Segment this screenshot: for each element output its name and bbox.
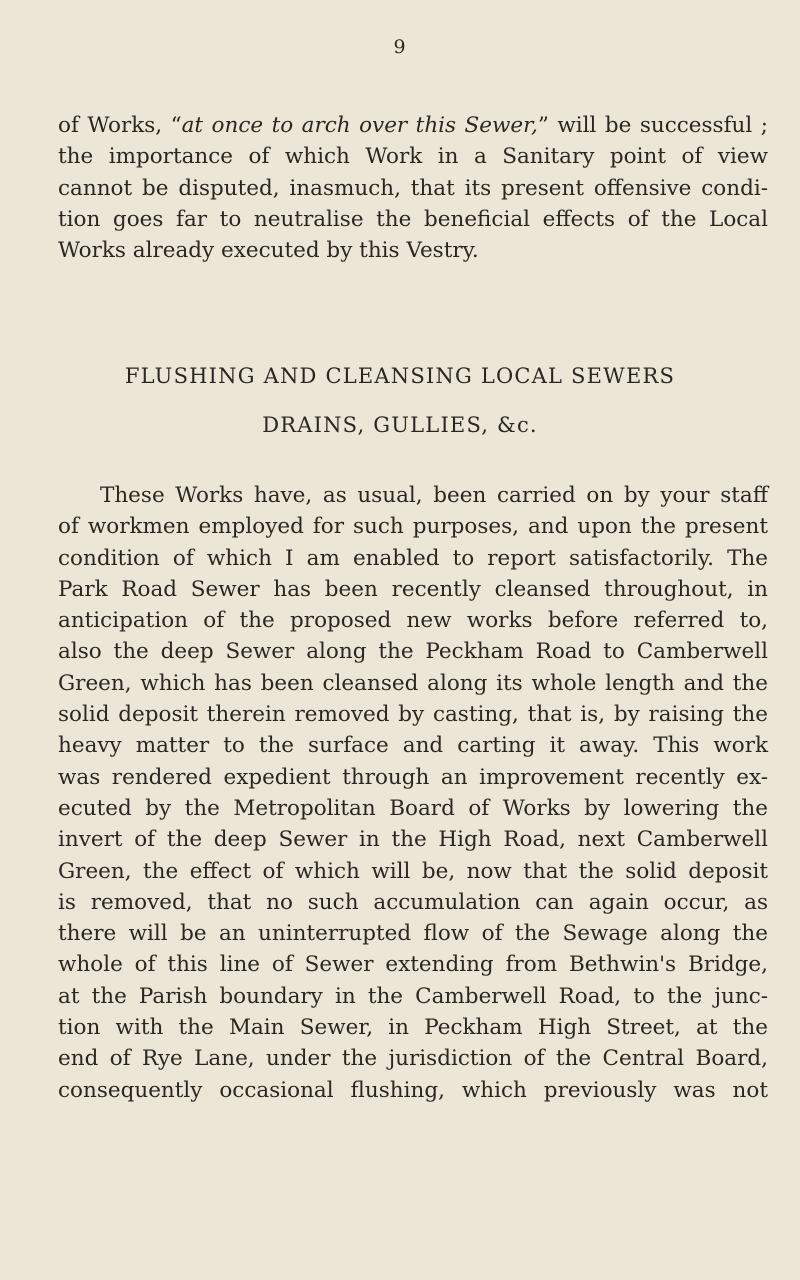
intro-quoted-italic: at once to arch over this Sewer,: [181, 113, 538, 138]
body-line: condition of which I am enabled to report satisfactorily. The: [58, 545, 768, 571]
body-line: tion with the Main Sewer, in Peckham High Street, at the: [58, 1015, 768, 1041]
intro-line-end: ” will be successful ;: [537, 113, 768, 138]
body-line: anticipation of the proposed new works before referred to,: [58, 608, 768, 634]
page-number: 9: [393, 36, 407, 58]
section-heading-line-1: FLUSHING AND CLEANSING LOCAL SEWERS: [124, 364, 676, 388]
intro-line: Works already executed by this Vestry.: [58, 238, 479, 264]
intro-line: [58, 110, 768, 141]
body-line: was rendered expedient through an improvement recently ex-: [58, 764, 768, 790]
intro-line: tion goes far to neutralise the beneficial effects of the Local: [58, 206, 768, 232]
body-line: at the Parish boundary in the Camberwell Road, to the junc-: [58, 983, 768, 1009]
body-line: invert of the deep Sewer in the High Road, next Camberwell: [58, 827, 768, 853]
body-line: whole of this line of Sewer extending from Bethwin's Bridge,: [58, 952, 768, 978]
body-line: heavy matter to the surface and carting it away. This work: [58, 733, 768, 759]
body-line: Park Road Sewer has been recently cleansed throughout, in: [58, 576, 768, 602]
intro-line: cannot be disputed, inasmuch, that its present offensive condi-: [58, 175, 768, 201]
body-line: end of Rye Lane, under the jurisdiction of the Central Board,: [58, 1046, 768, 1072]
intro-line: the importance of which Work in a Sanitary point of view: [58, 144, 768, 170]
body-line: consequently occasional flushing, which previously was not: [58, 1077, 768, 1103]
body-line: ecuted by the Metropolitan Board of Works by lowering the: [58, 795, 768, 821]
body-line: Green, which has been cleansed along its whole length and the: [58, 670, 768, 696]
body-line: solid deposit therein removed by casting, that is, by raising the: [58, 702, 768, 728]
intro-line-start: of Works, “: [58, 113, 182, 138]
intro-paragraph: [58, 110, 768, 266]
body-line: is removed, that no such accumulation can again occur, as: [58, 889, 768, 915]
body-line: there will be an uninterrupted flow of the Sewage along the: [58, 921, 768, 947]
body-line: of workmen employed for such purposes, and upon the present: [58, 514, 768, 540]
body-line: These Works have, as usual, been carried on by your staff: [100, 483, 768, 508]
body-line: also the deep Sewer along the Peckham Road to Camberwell: [58, 639, 768, 665]
body-line: Green, the effect of which will be, now that the solid deposit: [58, 858, 768, 884]
section-heading-line-2: DRAINS, GULLIES, &c.: [262, 413, 538, 437]
body-paragraph: [58, 480, 768, 1106]
